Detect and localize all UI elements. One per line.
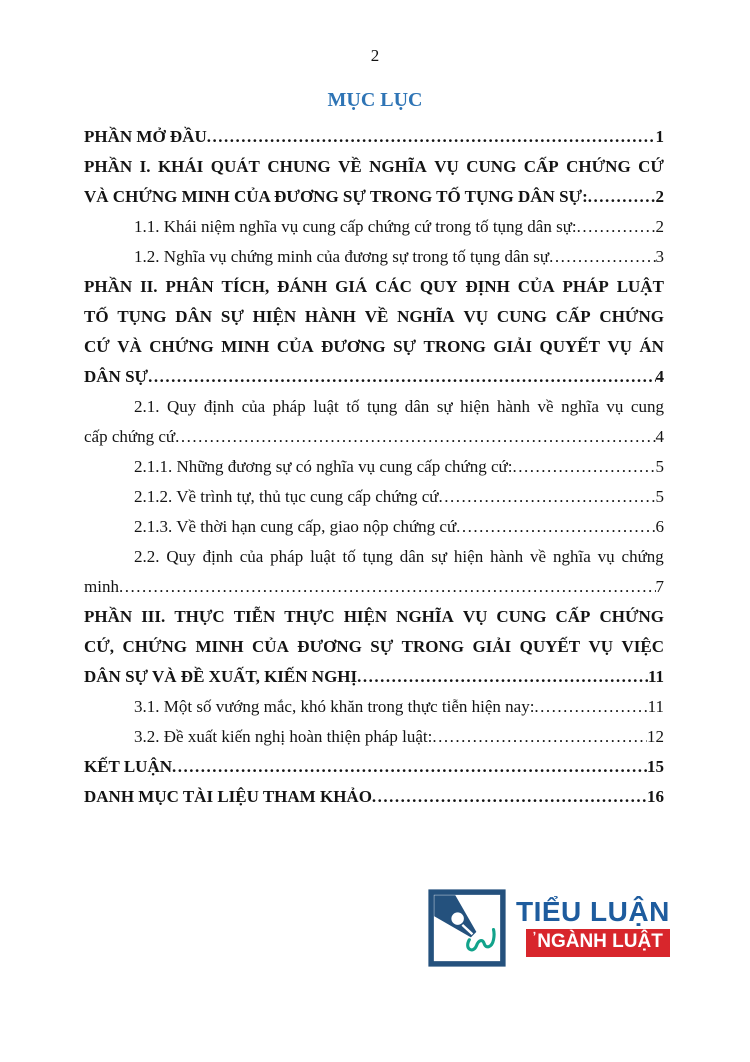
toc-entry-text: KẾT LUẬN	[84, 757, 173, 776]
toc-entry	[84, 782, 664, 812]
logo-subtitle-text: NGÀNH LUẬT	[537, 931, 663, 952]
logo-title: TIỂU LUẬN	[516, 896, 670, 927]
toc-line	[84, 782, 664, 812]
toc-page-ref: 12	[647, 727, 664, 746]
toc-entry	[84, 752, 664, 782]
toc-dot-leader	[549, 242, 655, 272]
logo-text-block	[516, 889, 670, 967]
toc-entry-text: 3.2. Đề xuất kiến nghị hoàn thiện pháp luật:	[134, 727, 433, 746]
page-number: 2	[370, 46, 380, 65]
toc-line	[84, 512, 664, 542]
toc-line: CỨ VÀ CHỨNG MINH CỦA ĐƯƠNG SỰ TRONG GIẢI QUYẾT VỤ ÁN	[84, 337, 664, 356]
toc-line	[84, 572, 664, 602]
toc-line: 2.2. Quy định của pháp luật tố tụng dân sự hiện hành về nghĩa vụ chứng	[134, 547, 664, 566]
toc-line	[84, 242, 664, 272]
toc-page-ref: 6	[655, 517, 664, 536]
toc-dot-leader	[512, 452, 655, 482]
toc-page-ref: 4	[655, 367, 664, 386]
toc-entry-text: 1.2. Nghĩa vụ chứng minh của đương sự trong tố tụng dân sự	[134, 247, 550, 266]
toc-page-ref: 3	[655, 247, 664, 266]
toc-line	[84, 122, 664, 152]
toc-dot-leader	[372, 782, 647, 812]
toc-entry	[84, 482, 664, 512]
toc-page-ref: 16	[647, 787, 664, 806]
toc-line	[84, 212, 664, 242]
toc-line: CỨ, CHỨNG MINH CỦA ĐƯƠNG SỰ TRONG GIẢI QUYẾT VỤ VIỆC	[84, 637, 664, 656]
toc-entry	[84, 602, 664, 692]
toc-entry-text: DÂN SỰ	[84, 367, 149, 386]
toc-page-ref: 2	[655, 187, 664, 206]
toc-line	[84, 752, 664, 782]
toc-entry-text: cấp chứng cứ	[84, 427, 176, 446]
toc-line: PHẦN III. THỰC TIỄN THỰC HIỆN NGHĨA VỤ CUNG CẤP CHỨNG	[84, 607, 664, 626]
toc-entry	[84, 512, 664, 542]
toc-page-ref: 4	[655, 427, 664, 446]
toc-entry-text: 2.1.1. Những đương sự có nghĩa vụ cung cấp chứng cứ:	[134, 457, 513, 476]
toc-line: 2.1. Quy định của pháp luật tố tụng dân sự hiện hành về nghĩa vụ cung	[134, 397, 664, 416]
toc-dot-leader	[175, 422, 655, 452]
toc-line: PHẦN I. KHÁI QUÁT CHUNG VỀ NGHĨA VỤ CUNG CẤP CHỨNG CỨ	[84, 157, 664, 176]
toc-dot-leader	[432, 722, 647, 752]
toc-line	[84, 482, 664, 512]
toc-dot-leader	[357, 662, 648, 692]
toc-line: PHẦN II. PHÂN TÍCH, ĐÁNH GIÁ CÁC QUY ĐỊNH CỦA PHÁP LUẬT	[84, 277, 664, 296]
toc-page-ref: 11	[647, 667, 664, 686]
toc-entry-text: DANH MỤC TÀI LIỆU THAM KHẢO	[84, 787, 372, 806]
toc-entry	[84, 542, 664, 602]
toc-entry-text: VÀ CHỨNG MINH CỦA ĐƯƠNG SỰ TRONG TỐ TỤNG DÂN SỰ:	[84, 187, 588, 206]
brand-logo	[428, 889, 670, 967]
toc-entry	[84, 722, 664, 752]
toc-entry-text: 3.1. Một số vướng mắc, khó khăn trong thực tiễn hiện nay:	[134, 697, 535, 716]
toc-line: TỐ TỤNG DÂN SỰ HIỆN HÀNH VỀ NGHĨA VỤ CUNG CẤP CHỨNG	[84, 307, 664, 326]
toc-entry	[84, 152, 664, 212]
toc-line	[84, 182, 664, 212]
toc-page-ref: 2	[655, 217, 664, 236]
toc-entry-text: 1.1. Khái niệm nghĩa vụ cung cấp chứng cứ trong tố tụng dân sự:	[134, 217, 577, 236]
toc-list	[84, 122, 664, 812]
logo-subtitle	[526, 929, 670, 957]
toc-dot-leader	[172, 752, 647, 782]
toc-entry	[84, 122, 664, 152]
toc-entry	[84, 392, 664, 452]
toc-page-ref: 7	[655, 577, 664, 596]
toc-entry-text: 2.1.3. Về thời hạn cung cấp, giao nộp chứng cứ	[134, 517, 457, 536]
toc-entry	[84, 452, 664, 482]
toc-line	[84, 452, 664, 482]
toc-dot-leader	[456, 512, 655, 542]
toc-page-ref: 11	[647, 697, 664, 716]
toc-entry-text: minh	[84, 577, 119, 596]
toc-page-ref: 1	[655, 127, 664, 146]
toc-line	[84, 422, 664, 452]
toc-dot-leader	[588, 182, 656, 212]
toc-line	[84, 722, 664, 752]
page-title: MỤC LỤC	[327, 89, 423, 111]
toc-line	[84, 362, 664, 392]
toc-line	[84, 692, 664, 722]
toc-dot-leader	[207, 122, 656, 152]
toc-entry	[84, 692, 664, 722]
toc-dot-leader	[119, 572, 656, 602]
toc-page-ref: 5	[655, 457, 664, 476]
logo-accent-mark: ʼ	[532, 929, 537, 944]
toc-entry-text: PHẦN MỞ ĐẦU	[84, 127, 207, 146]
pen-nib-icon	[428, 889, 506, 967]
toc-dot-leader	[148, 362, 655, 392]
toc-entry	[84, 242, 664, 272]
toc-entry	[84, 272, 664, 392]
toc-entry	[84, 212, 664, 242]
toc-line	[84, 662, 664, 692]
toc-page-ref: 15	[647, 757, 664, 776]
toc-page-ref: 5	[655, 487, 664, 506]
toc-dot-leader	[577, 212, 656, 242]
toc-entry-text: DÂN SỰ VÀ ĐỀ XUẤT, KIẾN NGHỊ	[84, 667, 358, 686]
toc-dot-leader	[438, 482, 655, 512]
toc-dot-leader	[534, 692, 647, 722]
toc-entry-text: 2.1.2. Về trình tự, thủ tục cung cấp chứng cứ	[134, 487, 439, 506]
